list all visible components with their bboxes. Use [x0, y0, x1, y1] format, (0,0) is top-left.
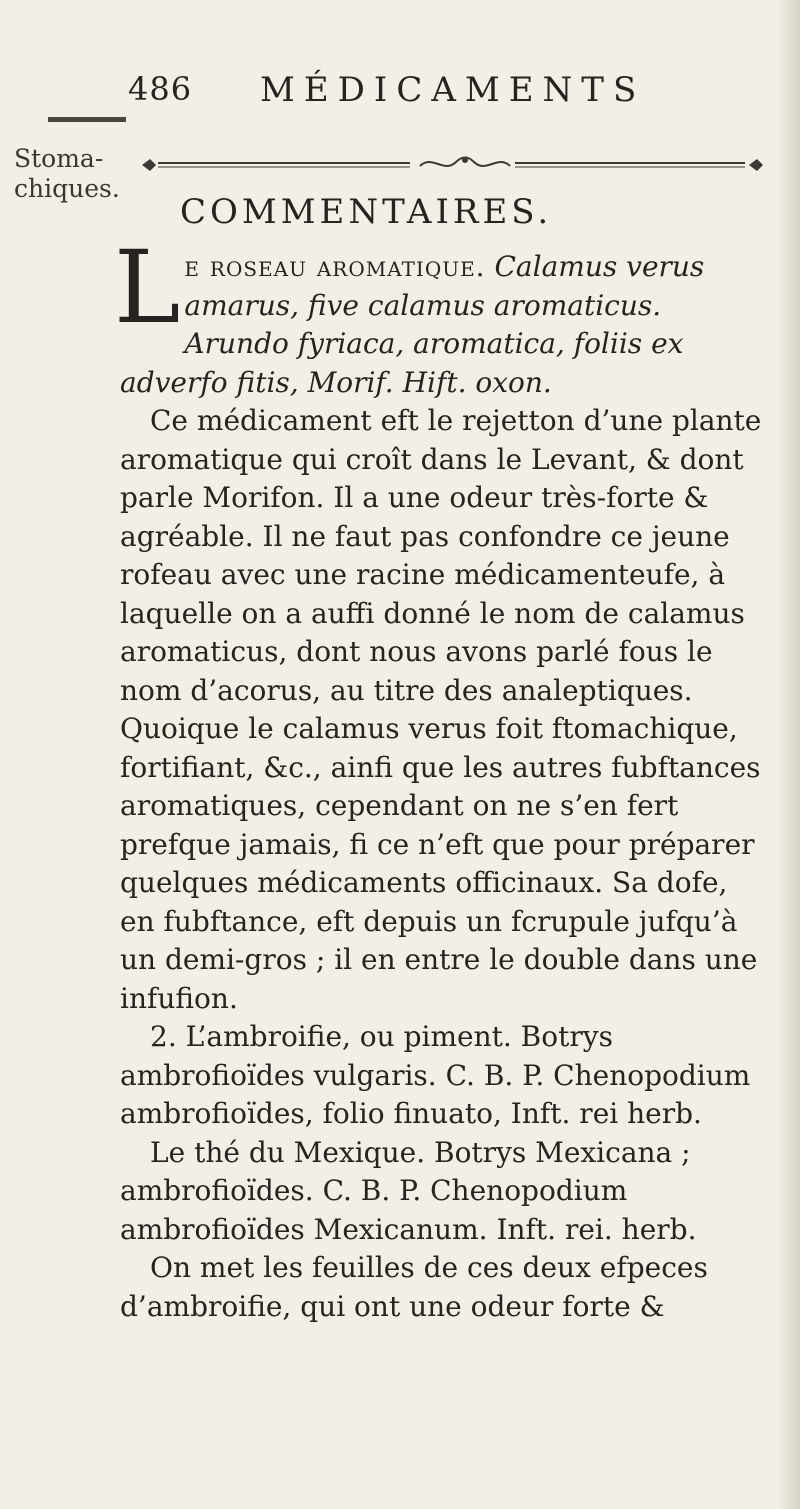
paragraph-2: Ce médicament eft le rejetton d’une plante aromatique qui croît dans le Levant, & dont parle Morifon. Il a une odeur très-forte & agréable. Il ne faut pas confondre ce jeune rofeau avec une racine médicamenteufe, à laquelle on a auffi donné le nom de calamus aromaticus, dont nous avons parlé fous le nom d’acorus, au titre des analeptiques. Quoique le calamus verus foit ftomachique, fortifiant, &c., ainfi que les autres fubftances aromatiques, cependant on ne s’en fert prefque jamais, fi ce n’eft que pour préparer quelques médicaments officinaux. Sa dofe, en fubftance, eft depuis un fcrupule jufqu’à un demi-gros ; il en entre le double dans une infufion. [120, 404, 762, 1015]
paragraph-4: Le thé du Mexique. Botrys Mexicana ; ambrofioïdes. C. B. P. Chenopodium ambrofioïdes Mexicanum. Inft. rei. herb. [120, 1135, 697, 1246]
paragraph-5: On met les feuilles de ces deux efpeces d’ambroifie, qui ont une odeur forte & [120, 1251, 708, 1323]
margin-note-line-1: Stoma- [14, 144, 104, 173]
entry-synonyms: Calamus verus amarus, five calamus aromaticus. Arundo fyriaca, aromatica, foliis ex adverfo fitis, Morif. Hift. oxon. [120, 250, 705, 399]
margin-note [14, 144, 120, 204]
page-header [128, 70, 720, 116]
running-title: MÉDICAMENTS [260, 70, 646, 110]
page-number: 486 [128, 70, 193, 108]
paragraph-1 [114, 229, 765, 402]
paragraph-3: 2. L’ambroifie, ou piment. Botrys ambrofioïdes vulgaris. C. B. P. Chenopodium ambrofioïdes, folio finuato, Inft. rei herb. [120, 1020, 751, 1130]
section-heading: COMMENTAIRES. [180, 192, 553, 232]
drop-cap: L [114, 229, 181, 346]
entry-title: e roseau aromatique. [184, 250, 486, 283]
decorative-rule [140, 154, 765, 176]
page-edge-shadow [778, 0, 800, 1509]
margin-rule [48, 117, 126, 122]
commentary-text [114, 229, 765, 1326]
margin-note-line-2: chiques. [14, 174, 120, 203]
